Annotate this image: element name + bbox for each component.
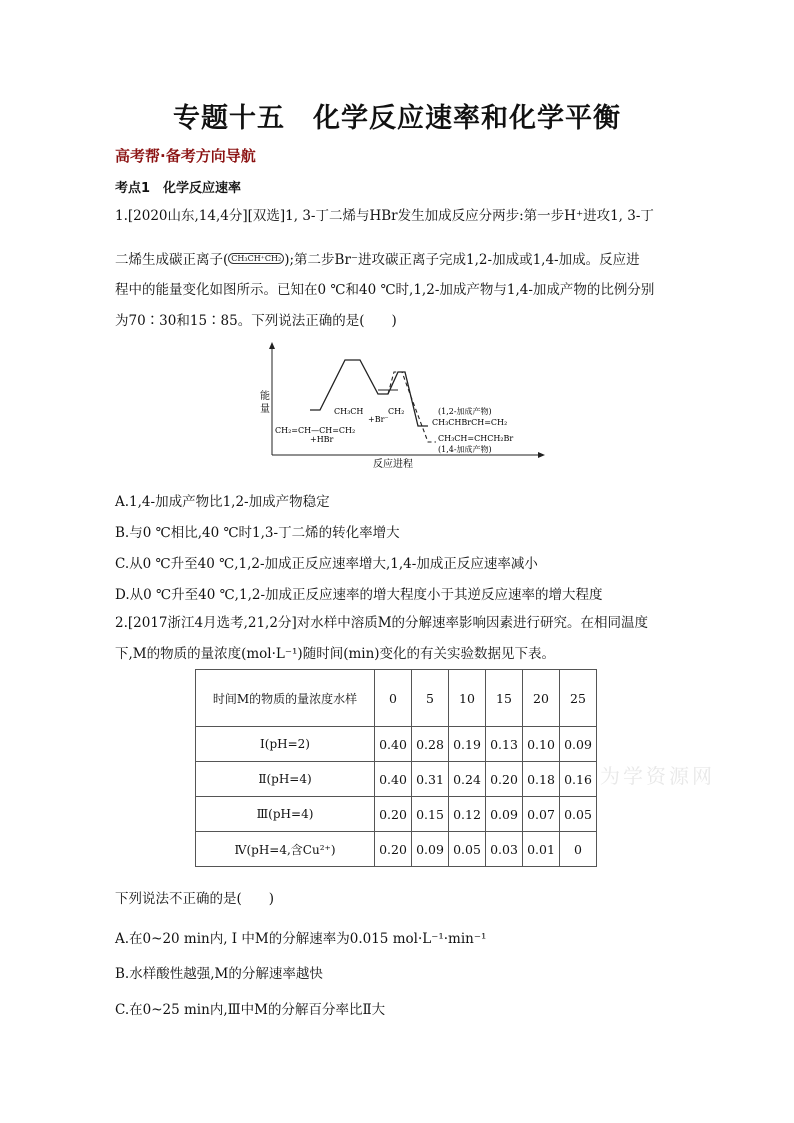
table-cell: 0.09 bbox=[560, 727, 597, 762]
row-label: Ⅱ(pH=4) bbox=[196, 762, 375, 797]
table-header-time: 25 bbox=[560, 670, 597, 727]
table-header-row bbox=[196, 670, 597, 727]
row-label: Ⅰ(pH=2) bbox=[196, 727, 375, 762]
carbocation-formula: CH₃CH⁺CH₂ bbox=[228, 253, 284, 264]
guide-banner: 高考帮·备考方向导航 bbox=[115, 147, 256, 165]
table-cell: 0.20 bbox=[486, 762, 523, 797]
table-cell: 0.31 bbox=[412, 762, 449, 797]
q1-line-4: 为70∶30和15∶85。下列说法正确的是( ) bbox=[115, 313, 397, 329]
row-label: Ⅳ(pH=4,含Cu²⁺) bbox=[196, 832, 375, 867]
table-cell: 0.10 bbox=[523, 727, 560, 762]
table-row bbox=[196, 832, 597, 867]
reactant-hbr: +HBr bbox=[310, 435, 334, 444]
watermark: 为学资源网 bbox=[600, 764, 715, 788]
q2-line-2: 下,M的物质的量浓度(mol·L⁻¹)随时间(min)变化的有关实验数据见下表。 bbox=[115, 646, 556, 662]
table-cell: 0.20 bbox=[375, 797, 412, 832]
table-header-time: 0 bbox=[375, 670, 412, 727]
q1-line-3: 程中的能量变化如图所示。已知在0 ℃和40 ℃时,1,2-加成产物与1,4-加成产物的比例分别 bbox=[115, 282, 655, 298]
table-cell: 0 bbox=[560, 832, 597, 867]
table-row bbox=[196, 727, 597, 762]
table-cell: 0.03 bbox=[486, 832, 523, 867]
table-cell: 0.09 bbox=[412, 832, 449, 867]
table-row bbox=[196, 762, 597, 797]
table-header-corner: 时间M的物质的量浓度水样 bbox=[196, 670, 375, 727]
q1-option-d: D.从0 ℃升至40 ℃,1,2-加成正反应速率的增大程度小于其逆反应速率的增大程度 bbox=[115, 587, 603, 603]
table-cell: 0.05 bbox=[560, 797, 597, 832]
table-header-time: 15 bbox=[486, 670, 523, 727]
section-heading: 考点1 化学反应速率 bbox=[115, 181, 242, 196]
y-axis-arrow-icon bbox=[269, 342, 275, 349]
table-cell: 0.01 bbox=[523, 832, 560, 867]
table-cell: 0.40 bbox=[375, 762, 412, 797]
table-header-time: 5 bbox=[412, 670, 449, 727]
table-cell: 0.15 bbox=[412, 797, 449, 832]
table-cell: 0.40 bbox=[375, 727, 412, 762]
table-header-time: 10 bbox=[449, 670, 486, 727]
product-14-label: (1,4-加成产物) bbox=[438, 445, 492, 454]
q1-option-b: B.与0 ℃相比,40 ℃时1,3-丁二烯的转化率增大 bbox=[115, 525, 400, 541]
y-label-2: 量 bbox=[260, 404, 270, 415]
table-cell: 0.18 bbox=[523, 762, 560, 797]
table-header-time: 20 bbox=[523, 670, 560, 727]
concentration-table bbox=[195, 669, 597, 867]
q1-option-c: C.从0 ℃升至40 ℃,1,2-加成正反应速率增大,1,4-加成正反应速率减小 bbox=[115, 556, 538, 572]
reactant-formula: CH₂=CH—CH=CH₂ bbox=[275, 426, 356, 435]
q1-line-2 bbox=[115, 250, 640, 272]
intermediate-left: CH₃CH bbox=[334, 407, 364, 416]
table-cell: 0.20 bbox=[375, 832, 412, 867]
energy-diagram bbox=[250, 342, 550, 472]
q2-option-b: B.水样酸性越强,M的分解速率越快 bbox=[115, 966, 323, 982]
y-label-1: 能 bbox=[260, 391, 270, 402]
q2-stem: 下列说法不正确的是( ) bbox=[115, 891, 275, 907]
x-axis-label: 反应进程 bbox=[373, 459, 413, 470]
q2-line-1: 2.[2017浙江4月选考,21,2分]对水样中溶质M的分解速率影响因素进行研究。在相同温度 bbox=[115, 615, 649, 631]
table-cell: 0.24 bbox=[449, 762, 486, 797]
q1-line-1: 1.[2020山东,14,4分][双选]1, 3-丁二烯与HBr发生加成反应分两步:第一步H⁺进攻1, 3-丁 bbox=[115, 208, 654, 224]
row-label: Ⅲ(pH=4) bbox=[196, 797, 375, 832]
table-cell: 0.19 bbox=[449, 727, 486, 762]
q2-option-a: A.在0~20 min内, Ⅰ 中M的分解速率为0.015 mol·L⁻¹·min⁻¹ bbox=[115, 931, 487, 947]
table-cell: 0.28 bbox=[412, 727, 449, 762]
product-12-label: (1,2-加成产物) bbox=[438, 407, 492, 416]
table-row bbox=[196, 797, 597, 832]
q1-line-2-post: );第二步Br⁻进攻碳正离子完成1,2-加成或1,4-加成。反应进 bbox=[284, 252, 640, 268]
table-cell: 0.09 bbox=[486, 797, 523, 832]
table-cell: 0.16 bbox=[560, 762, 597, 797]
product-14-formula: CH₃CH=CHCH₂Br bbox=[438, 434, 514, 443]
product-12-formula: CH₃CHBrCH=CH₂ bbox=[432, 418, 508, 427]
table-cell: 0.13 bbox=[486, 727, 523, 762]
q1-line-2-pre: 二烯生成碳正离子( bbox=[115, 252, 229, 268]
table-cell: 0.05 bbox=[449, 832, 486, 867]
q1-option-a: A.1,4-加成产物比1,2-加成产物稳定 bbox=[115, 494, 330, 510]
x-axis-arrow-icon bbox=[538, 452, 545, 458]
table-cell: 0.07 bbox=[523, 797, 560, 832]
table-cell: 0.12 bbox=[449, 797, 486, 832]
intermediate-right: CH₂ bbox=[388, 407, 405, 416]
page-title: 专题十五 化学反应速率和化学平衡 bbox=[173, 103, 621, 134]
intermediate-bromide: +Br⁻ bbox=[368, 415, 389, 424]
q2-option-c: C.在0~25 min内,Ⅲ中M的分解百分率比Ⅱ大 bbox=[115, 1002, 386, 1018]
